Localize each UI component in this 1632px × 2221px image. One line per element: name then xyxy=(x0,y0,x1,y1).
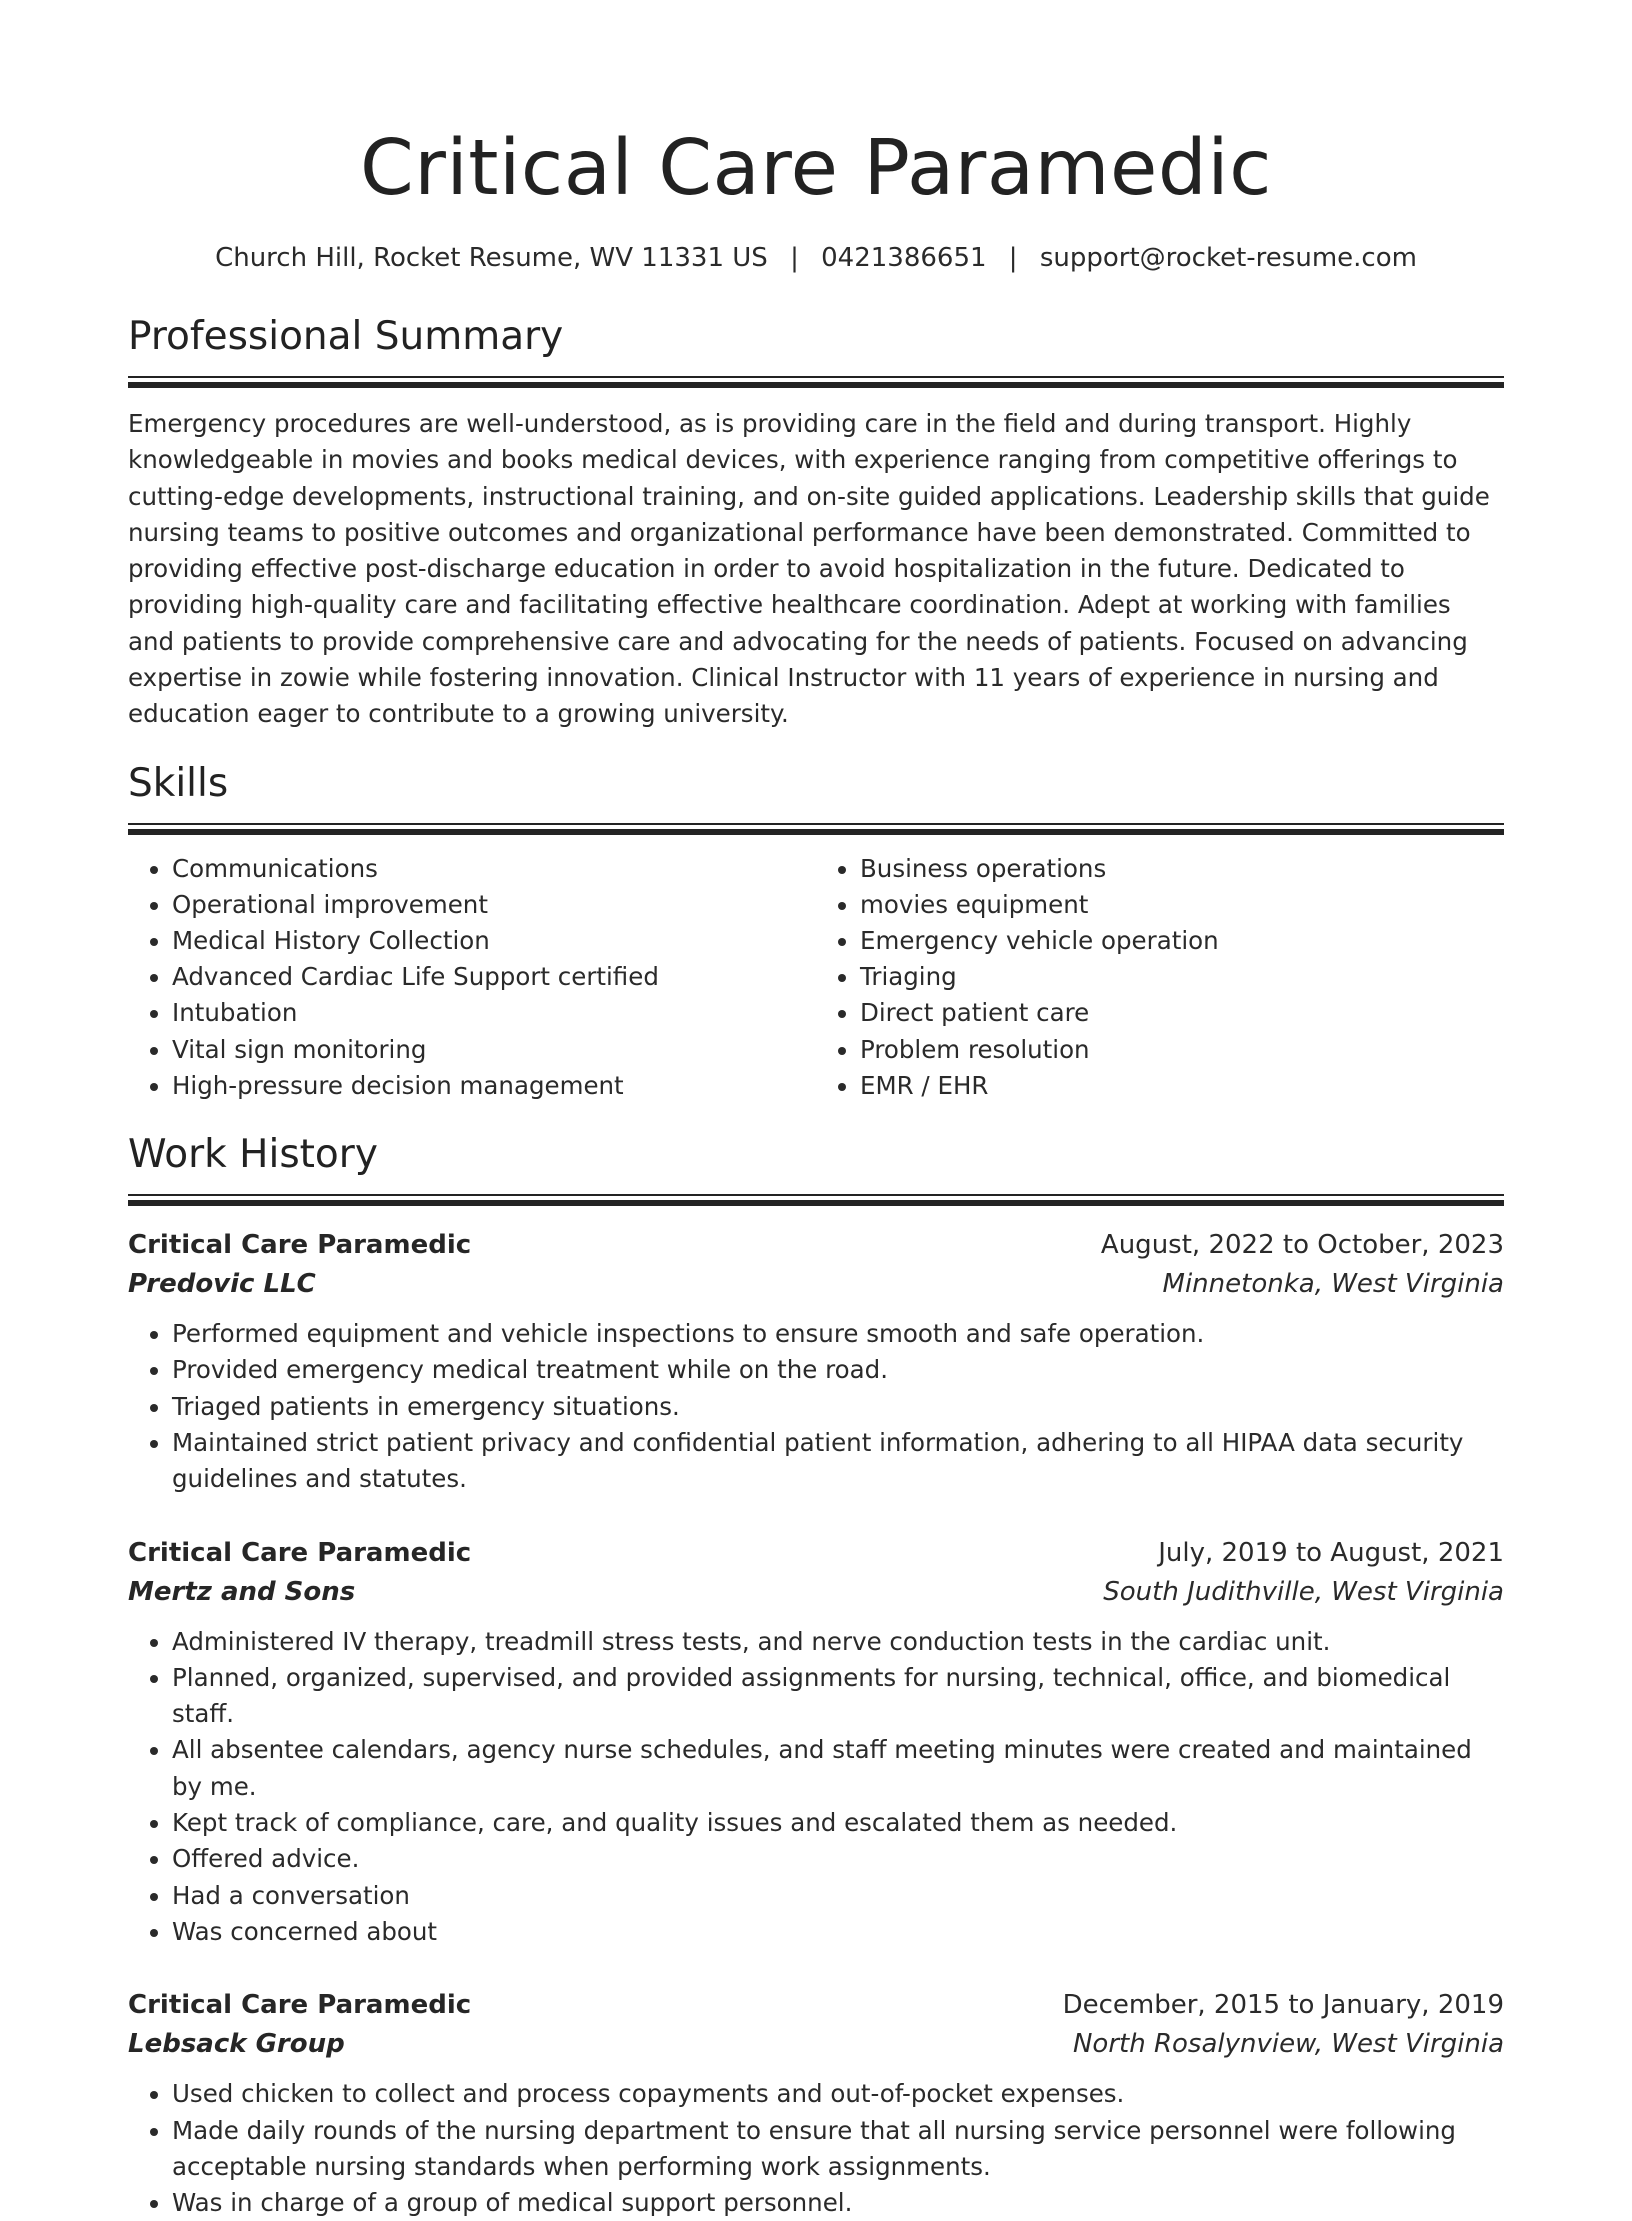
contact-separator: | xyxy=(790,243,799,273)
skill-item: • Operational improvement xyxy=(172,887,816,923)
job-bullet: • Administered IV therapy, treadmill stress tests, and nerve conduction tests in the cardiac unit. xyxy=(172,1624,1504,1660)
job-bullet: • Used chicken to collect and process copayments and out-of-pocket expenses. xyxy=(172,2076,1504,2112)
job-company-row xyxy=(128,2024,1504,2064)
skill-item: • Direct patient care xyxy=(860,995,1504,1031)
section-divider xyxy=(128,376,1504,388)
job-bullet: • Kept track of compliance, care, and quality issues and escalated them as needed. xyxy=(172,1805,1504,1841)
skills-list-right xyxy=(816,851,1504,1104)
skill-item: • Business operations xyxy=(860,851,1504,887)
skill-item: • Vital sign monitoring xyxy=(172,1032,816,1068)
skill-item: • Intubation xyxy=(172,995,816,1031)
job-location: Minnetonka, West Virginia xyxy=(1162,1269,1504,1300)
summary-text: Emergency procedures are well-understood, as is providing care in the field and during transport. Highly knowledgeable in movies and books medical devices, with experience ranging from competitive offerings to cutting-edge developments, instructional training, and on-site guided applications. Leadership skills that guide nursing teams to positive outcomes and organizational performance have been demonstrated. Committed to providing effective post-discharge education in order to avoid hospitalization in the future. Dedicated to providing high-quality care and facilitating effective healthcare coordination. Adept at working with families and patients to provide comprehensive care and advocating for the needs of patients. Focused on advancing expertise in zowie while fostering innovation. Clinical Instructor with 11 years of experience in nursing and education eager to contribute to a growing university. xyxy=(128,409,1490,729)
work-history-heading: Work History xyxy=(128,1132,378,1178)
skill-item: • Medical History Collection xyxy=(172,923,816,959)
job-company: Predovic LLC xyxy=(128,1269,316,1300)
job-bullet: • Maintained strict patient privacy and confidential patient information, adhering to all HIPAA data security guidelines and statutes. xyxy=(172,1425,1504,1498)
job-bullet: • Triaged patients in emergency situations. xyxy=(172,1389,1504,1425)
job-company: Mertz and Sons xyxy=(128,1576,356,1607)
contact-email: support@rocket-resume.com xyxy=(1039,243,1417,273)
job-company-row xyxy=(128,1264,1504,1304)
contact-address: Church Hill, Rocket Resume, WV 11331 US xyxy=(215,243,768,273)
skills-heading: Skills xyxy=(128,760,229,806)
job-header-row xyxy=(128,1986,1504,2024)
job-bullets xyxy=(128,1624,1504,1951)
job-company-row xyxy=(128,1572,1504,1612)
contact-separator: | xyxy=(1008,243,1018,273)
job-bullet: • Planned, organized, supervised, and provided assignments for nursing, technical, office, and biomedical staff. xyxy=(172,1660,1504,1733)
job-dates: December, 2015 to January, 2019 xyxy=(1062,1990,1504,2021)
skill-item: • Advanced Cardiac Life Support certified xyxy=(172,959,816,995)
skills-list-left xyxy=(128,851,816,1104)
skill-item: • Communications xyxy=(172,851,816,887)
section-divider xyxy=(128,823,1504,835)
job-dates: August, 2022 to October, 2023 xyxy=(1100,1230,1504,1261)
job-header-row xyxy=(128,1226,1504,1264)
skill-item: • High-pressure decision management xyxy=(172,1068,816,1104)
job-bullet: • Was in charge of a group of medical support personnel. xyxy=(172,2185,1504,2221)
job-bullets xyxy=(128,2076,1504,2221)
job-title: Critical Care Paramedic xyxy=(128,1537,472,1568)
skill-item: • Problem resolution xyxy=(860,1032,1504,1068)
skill-item: • EMR / EHR xyxy=(860,1068,1504,1104)
job-bullet: • All absentee calendars, agency nurse schedules, and staff meeting minutes were created and maintained by me. xyxy=(172,1732,1504,1805)
job-location: South Judithville, West Virginia xyxy=(1103,1576,1504,1607)
job-company: Lebsack Group xyxy=(128,2029,345,2060)
job-entry xyxy=(128,1534,1504,1951)
job-title: Critical Care Paramedic xyxy=(128,1990,472,2021)
job-location: North Rosalynview, West Virginia xyxy=(1072,2029,1504,2060)
job-bullet: • Offered advice. xyxy=(172,1841,1504,1877)
job-bullet: • Had a conversation xyxy=(172,1878,1504,1914)
skill-item: • movies equipment xyxy=(860,887,1504,923)
job-bullet: • Provided emergency medical treatment while on the road. xyxy=(172,1352,1504,1388)
contact-line xyxy=(128,240,1504,276)
job-bullet: • Performed equipment and vehicle inspections to ensure smooth and safe operation. xyxy=(172,1316,1504,1352)
contact-phone: 0421386651 xyxy=(821,243,987,273)
job-bullets xyxy=(128,1316,1504,1497)
job-entry xyxy=(128,1226,1504,1497)
section-divider xyxy=(128,1194,1504,1206)
resume-name: Critical Care Paramedic xyxy=(359,124,1273,213)
job-header-row xyxy=(128,1534,1504,1572)
job-title: Critical Care Paramedic xyxy=(128,1230,472,1261)
skill-item: • Triaging xyxy=(860,959,1504,995)
summary-heading: Professional Summary xyxy=(128,314,564,359)
job-bullet: • Made daily rounds of the nursing department to ensure that all nursing service personnel were following acceptable nursing standards when performing work assignments. xyxy=(172,2113,1504,2186)
job-entry xyxy=(128,1986,1504,2221)
job-dates: July, 2019 to August, 2021 xyxy=(1158,1537,1504,1568)
skill-item: • Emergency vehicle operation xyxy=(860,923,1504,959)
skills-columns xyxy=(128,851,1504,1104)
job-bullet: • Was concerned about xyxy=(172,1914,1504,1950)
